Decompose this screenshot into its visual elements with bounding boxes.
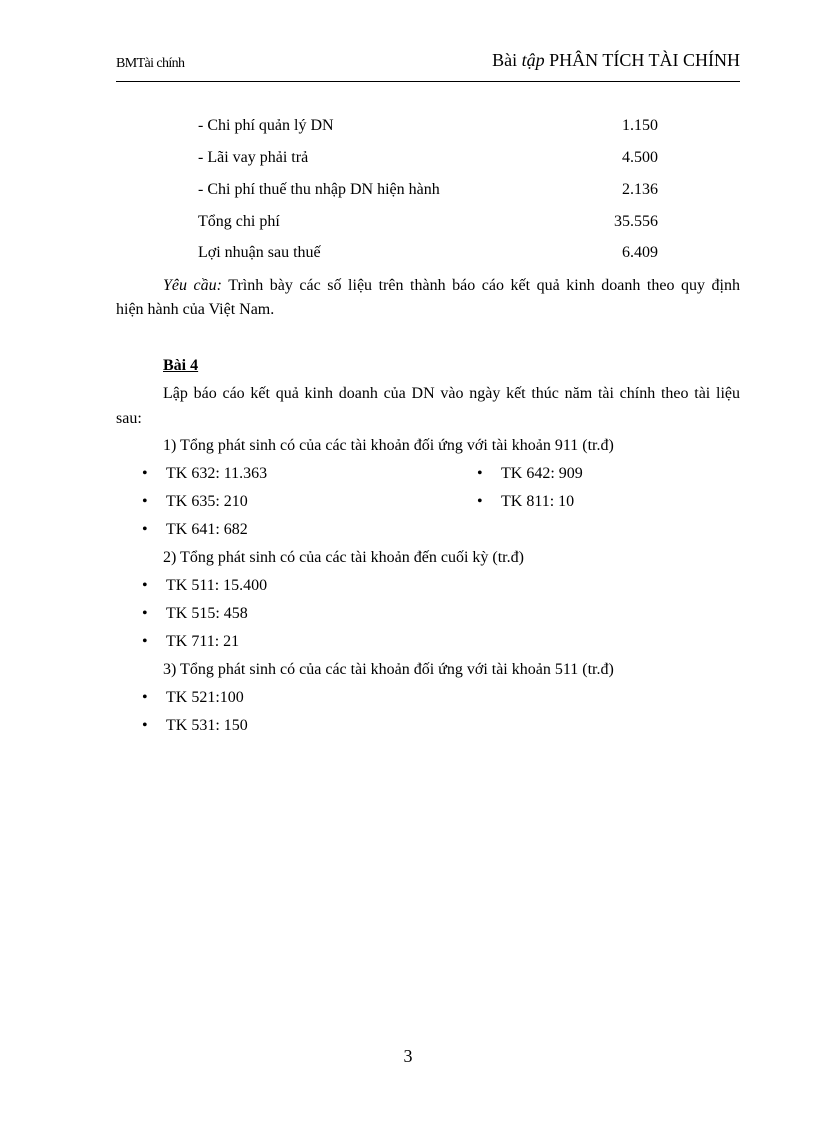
bullet-icon: • bbox=[142, 717, 148, 734]
requirement-line-2: hiện hành của Việt Nam. bbox=[116, 301, 275, 318]
expense-label: - Chi phí thuế thu nhập DN hiện hành bbox=[198, 181, 440, 198]
expense-label: Lợi nhuận sau thuế bbox=[198, 244, 321, 261]
bullet-icon: • bbox=[142, 493, 148, 510]
expense-row bbox=[198, 149, 658, 171]
bullet-icon: • bbox=[142, 689, 148, 706]
header-title-italic: tập bbox=[521, 50, 545, 70]
expense-row bbox=[198, 117, 658, 139]
bullet-icon: • bbox=[142, 465, 148, 482]
requirement-line-1 bbox=[163, 277, 740, 299]
expense-label: - Lãi vay phải trả bbox=[198, 149, 309, 166]
expense-value: 2.136 bbox=[622, 181, 658, 198]
requirement-text: Trình bày các số liệu trên thành báo cáo kết quả kinh doanh theo quy định bbox=[228, 277, 740, 294]
bullet-icon: • bbox=[142, 633, 148, 650]
bullet-icon: • bbox=[142, 577, 148, 594]
expense-label: - Chi phí quản lý DN bbox=[198, 117, 334, 134]
requirement-label: Yêu cầu: bbox=[163, 277, 222, 294]
expense-row bbox=[198, 213, 658, 235]
list-item-text: TK 531: 150 bbox=[166, 717, 248, 734]
expense-row bbox=[198, 244, 658, 266]
header-department: BMTài chính bbox=[116, 56, 185, 71]
page-number: 3 bbox=[403, 1046, 413, 1066]
expense-label: Tổng chi phí bbox=[198, 213, 280, 230]
list-item-text: TK 521:100 bbox=[166, 689, 244, 706]
section-2-title: 2) Tổng phát sinh có của các tài khoản đến cuối kỳ (tr.đ) bbox=[163, 549, 524, 566]
section-1-title: 1) Tổng phát sinh có của các tài khoản đối ứng với tài khoản 911 (tr.đ) bbox=[163, 437, 614, 454]
list-item-text: TK 811: 10 bbox=[501, 493, 575, 510]
exercise-intro-line-2: sau: bbox=[116, 410, 142, 427]
bullet-icon: • bbox=[477, 493, 483, 510]
list-item-text: TK 635: 210 bbox=[166, 493, 248, 510]
bullet-icon: • bbox=[142, 521, 148, 538]
expense-value: 6.409 bbox=[622, 244, 658, 261]
exercise-intro-line-1: Lập báo cáo kết quả kinh doanh của DN vào ngày kết thúc năm tài chính theo tài liệu bbox=[163, 385, 740, 402]
header-divider bbox=[116, 81, 740, 82]
header-title bbox=[492, 50, 740, 71]
bullet-icon: • bbox=[477, 465, 483, 482]
expense-value: 4.500 bbox=[622, 149, 658, 166]
list-item-text: TK 641: 682 bbox=[166, 521, 248, 538]
page-header bbox=[116, 50, 740, 82]
header-title-prefix: Bài bbox=[492, 50, 522, 70]
expense-value: 1.150 bbox=[622, 117, 658, 134]
exercise-title: Bài 4 bbox=[163, 357, 199, 374]
bullet-icon: • bbox=[142, 605, 148, 622]
list-item-text: TK 711: 21 bbox=[166, 633, 240, 650]
list-item-text: TK 515: 458 bbox=[166, 605, 248, 622]
section-3-title: 3) Tổng phát sinh có của các tài khoản đối ứng với tài khoản 511 (tr.đ) bbox=[163, 661, 614, 678]
expense-value: 35.556 bbox=[614, 213, 658, 230]
list-item-text: TK 642: 909 bbox=[501, 465, 583, 482]
expense-row bbox=[198, 181, 658, 203]
list-item-text: TK 632: 11.363 bbox=[166, 465, 268, 482]
header-title-suffix: PHÂN TÍCH TÀI CHÍNH bbox=[544, 50, 740, 70]
list-item-text: TK 511: 15.400 bbox=[166, 577, 268, 594]
